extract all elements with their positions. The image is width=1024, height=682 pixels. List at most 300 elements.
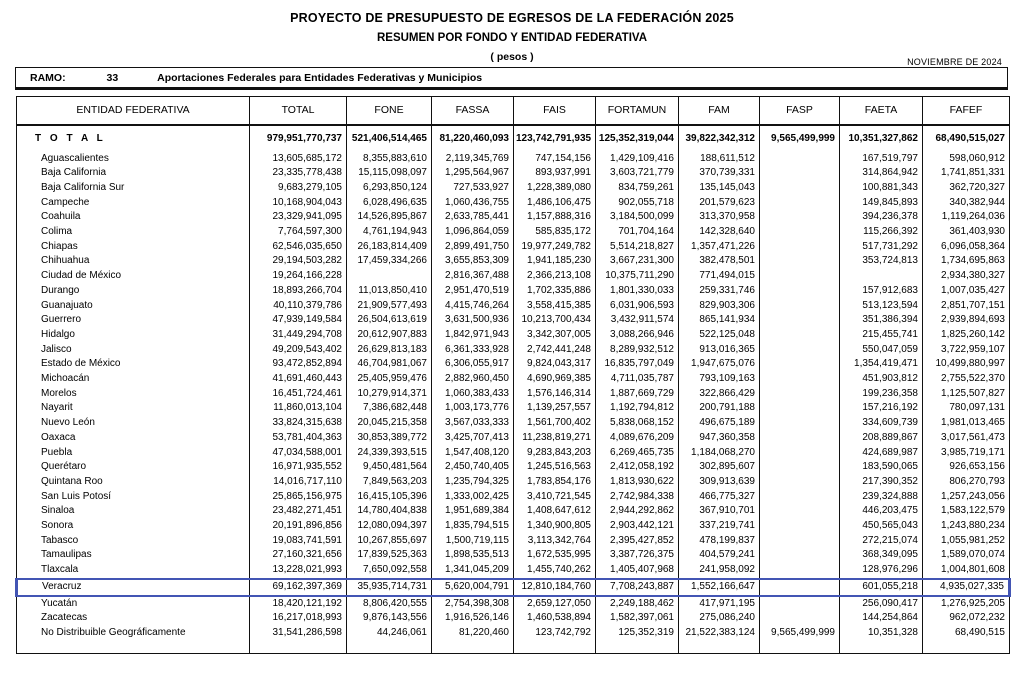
amount-cell: 806,270,793 — [923, 475, 1010, 490]
amount-cell: 41,691,460,443 — [250, 372, 347, 387]
amount-cell: 1,276,925,205 — [923, 596, 1010, 612]
amount-cell: 302,895,607 — [679, 460, 760, 475]
ramo-label: RAMO: — [30, 72, 66, 84]
table-row — [17, 225, 1010, 240]
entity-name: Estado de México — [17, 357, 250, 372]
amount-cell — [760, 152, 840, 167]
amount-cell: 6,269,465,735 — [596, 446, 679, 461]
amount-cell: 23,482,271,451 — [250, 504, 347, 519]
amount-cell: 53,781,404,363 — [250, 431, 347, 446]
amount-cell — [760, 313, 840, 328]
amount-cell: 5,514,218,827 — [596, 240, 679, 255]
amount-cell: 5,620,004,791 — [432, 579, 514, 596]
entity-name: Aguascalientes — [17, 152, 250, 167]
table-row — [17, 475, 1010, 490]
column-header: TOTAL — [250, 97, 347, 125]
amount-cell: 1,951,689,384 — [432, 504, 514, 519]
amount-cell: 865,141,934 — [679, 313, 760, 328]
amount-cell: 10,351,327,862 — [840, 125, 923, 152]
amount-cell: 39,822,342,312 — [679, 125, 760, 152]
amount-cell: 1,981,013,465 — [923, 416, 1010, 431]
amount-cell: 142,328,640 — [679, 225, 760, 240]
amount-cell: 9,450,481,564 — [347, 460, 432, 475]
amount-cell: 16,971,935,552 — [250, 460, 347, 475]
amount-cell: 23,329,941,095 — [250, 210, 347, 225]
entity-name: T O T A L — [17, 125, 250, 152]
amount-cell: 10,351,328 — [840, 626, 923, 641]
amount-cell: 1,842,971,943 — [432, 328, 514, 343]
amount-cell: 272,215,074 — [840, 534, 923, 549]
amount-cell: 3,567,033,333 — [432, 416, 514, 431]
amount-cell: 2,754,398,308 — [432, 596, 514, 612]
amount-cell: 23,335,778,438 — [250, 166, 347, 181]
amount-cell: 144,254,864 — [840, 611, 923, 626]
table-row — [17, 626, 1010, 641]
amount-cell: 100,881,343 — [840, 181, 923, 196]
amount-cell: 10,375,711,290 — [596, 269, 679, 284]
table-row — [17, 563, 1010, 579]
amount-cell: 522,125,048 — [679, 328, 760, 343]
table-row — [17, 343, 1010, 358]
entity-name: Sinaloa — [17, 504, 250, 519]
amount-cell: 2,939,894,693 — [923, 313, 1010, 328]
amount-cell — [760, 416, 840, 431]
amount-cell: 1,003,173,776 — [432, 401, 514, 416]
amount-cell: 3,432,911,574 — [596, 313, 679, 328]
table-row — [17, 284, 1010, 299]
amount-cell: 29,194,503,282 — [250, 254, 347, 269]
amount-cell: 4,089,676,209 — [596, 431, 679, 446]
amount-cell: 14,526,895,867 — [347, 210, 432, 225]
amount-cell: 1,354,419,471 — [840, 357, 923, 372]
entity-name: Chiapas — [17, 240, 250, 255]
amount-cell: 201,579,623 — [679, 196, 760, 211]
amount-cell: 1,734,695,863 — [923, 254, 1010, 269]
unit-label: ( pesos ) — [490, 51, 534, 63]
amount-cell: 16,217,018,993 — [250, 611, 347, 626]
amount-cell: 913,016,365 — [679, 343, 760, 358]
amount-cell: 7,386,682,448 — [347, 401, 432, 416]
amount-cell: 49,209,543,402 — [250, 343, 347, 358]
amount-cell — [760, 299, 840, 314]
amount-cell — [760, 357, 840, 372]
budget-table — [15, 96, 1011, 654]
amount-cell: 424,689,987 — [840, 446, 923, 461]
amount-cell: 353,724,813 — [840, 254, 923, 269]
amount-cell — [760, 611, 840, 626]
amount-cell: 1,455,740,262 — [514, 563, 596, 579]
amount-cell: 135,145,043 — [679, 181, 760, 196]
amount-cell: 26,629,813,183 — [347, 343, 432, 358]
amount-cell: 1,583,122,579 — [923, 504, 1010, 519]
amount-cell: 1,486,106,475 — [514, 196, 596, 211]
amount-cell: 12,080,094,397 — [347, 519, 432, 534]
amount-cell: 125,352,319 — [596, 626, 679, 641]
amount-cell: 275,086,240 — [679, 611, 760, 626]
amount-cell: 1,119,264,036 — [923, 210, 1010, 225]
amount-cell: 601,055,218 — [840, 579, 923, 596]
amount-cell: 979,951,770,737 — [250, 125, 347, 152]
column-header: FAETA — [840, 97, 923, 125]
amount-cell: 340,382,944 — [923, 196, 1010, 211]
entity-name: Campeche — [17, 196, 250, 211]
amount-cell: 47,034,588,001 — [250, 446, 347, 461]
empty-cell — [840, 641, 923, 654]
amount-cell: 701,704,164 — [596, 225, 679, 240]
table-bottom-spacer — [17, 641, 1010, 654]
amount-cell: 362,720,327 — [923, 181, 1010, 196]
entity-name: San Luis Potosí — [17, 490, 250, 505]
amount-cell: 1,060,436,755 — [432, 196, 514, 211]
amount-cell: 6,028,496,635 — [347, 196, 432, 211]
entity-name: Sonora — [17, 519, 250, 534]
amount-cell: 3,631,500,936 — [432, 313, 514, 328]
amount-cell: 9,283,843,203 — [514, 446, 596, 461]
amount-cell: 368,349,095 — [840, 548, 923, 563]
amount-cell: 727,533,927 — [432, 181, 514, 196]
entity-name: Colima — [17, 225, 250, 240]
amount-cell — [760, 254, 840, 269]
amount-cell: 834,759,261 — [596, 181, 679, 196]
amount-cell: 1,333,002,425 — [432, 490, 514, 505]
amount-cell: 1,429,109,416 — [596, 152, 679, 167]
entity-name: Guanajuato — [17, 299, 250, 314]
table-row — [17, 579, 1010, 596]
amount-cell: 404,579,241 — [679, 548, 760, 563]
amount-cell: 69,162,397,369 — [250, 579, 347, 596]
amount-cell: 3,410,721,545 — [514, 490, 596, 505]
table-row — [17, 504, 1010, 519]
entity-name: Durango — [17, 284, 250, 299]
amount-cell: 13,605,685,172 — [250, 152, 347, 167]
amount-cell: 3,603,721,779 — [596, 166, 679, 181]
amount-cell: 451,903,812 — [840, 372, 923, 387]
entity-name: Puebla — [17, 446, 250, 461]
amount-cell: 11,013,850,410 — [347, 284, 432, 299]
amount-cell: 2,944,292,862 — [596, 504, 679, 519]
column-header: ENTIDAD FEDERATIVA — [17, 97, 250, 125]
amount-cell: 19,977,249,782 — [514, 240, 596, 255]
amount-cell: 44,246,061 — [347, 626, 432, 641]
amount-cell: 361,403,930 — [923, 225, 1010, 240]
amount-cell: 125,352,319,044 — [596, 125, 679, 152]
amount-cell: 123,742,791,935 — [514, 125, 596, 152]
amount-cell: 26,504,613,619 — [347, 313, 432, 328]
amount-cell: 1,235,794,325 — [432, 475, 514, 490]
amount-cell: 200,791,188 — [679, 401, 760, 416]
table-row — [17, 240, 1010, 255]
amount-cell: 157,912,683 — [840, 284, 923, 299]
entity-name: Zacatecas — [17, 611, 250, 626]
amount-cell: 3,722,959,107 — [923, 343, 1010, 358]
amount-cell: 12,810,184,760 — [514, 579, 596, 596]
amount-cell — [760, 284, 840, 299]
ramo-number: 33 — [106, 72, 119, 84]
table-row — [17, 596, 1010, 612]
table-row — [17, 166, 1010, 181]
amount-cell — [760, 548, 840, 563]
amount-cell — [760, 563, 840, 579]
amount-cell: 1,060,383,433 — [432, 387, 514, 402]
amount-cell: 256,090,417 — [840, 596, 923, 612]
amount-cell — [760, 225, 840, 240]
amount-cell: 25,865,156,975 — [250, 490, 347, 505]
amount-cell: 1,835,794,515 — [432, 519, 514, 534]
amount-cell: 9,876,143,556 — [347, 611, 432, 626]
entity-name: Coahuila — [17, 210, 250, 225]
amount-cell: 3,985,719,171 — [923, 446, 1010, 461]
amount-cell: 128,976,296 — [840, 563, 923, 579]
empty-cell — [432, 641, 514, 654]
amount-cell: 17,459,334,266 — [347, 254, 432, 269]
amount-cell: 2,395,427,852 — [596, 534, 679, 549]
amount-cell: 2,851,707,151 — [923, 299, 1010, 314]
amount-cell: 2,899,491,750 — [432, 240, 514, 255]
table-row — [17, 416, 1010, 431]
amount-cell: 208,889,867 — [840, 431, 923, 446]
amount-cell: 1,125,507,827 — [923, 387, 1010, 402]
entity-name: Jalisco — [17, 343, 250, 358]
table-row — [17, 372, 1010, 387]
amount-cell: 1,813,930,622 — [596, 475, 679, 490]
amount-cell: 31,541,286,598 — [250, 626, 347, 641]
amount-cell: 3,667,231,300 — [596, 254, 679, 269]
entity-name: No Distribuible Geográficamente — [17, 626, 250, 641]
amount-cell: 1,357,471,226 — [679, 240, 760, 255]
table-row — [17, 254, 1010, 269]
amount-cell: 7,764,597,300 — [250, 225, 347, 240]
total-row — [17, 125, 1010, 152]
amount-cell: 239,324,888 — [840, 490, 923, 505]
amount-cell: 26,183,814,409 — [347, 240, 432, 255]
amount-cell — [760, 431, 840, 446]
amount-cell: 1,243,880,234 — [923, 519, 1010, 534]
amount-cell — [760, 343, 840, 358]
amount-cell: 334,609,739 — [840, 416, 923, 431]
amount-cell — [760, 519, 840, 534]
amount-cell: 1,582,397,061 — [596, 611, 679, 626]
amount-cell: 2,412,058,192 — [596, 460, 679, 475]
amount-cell: 1,947,675,076 — [679, 357, 760, 372]
amount-cell: 3,655,853,309 — [432, 254, 514, 269]
table-row — [17, 490, 1010, 505]
amount-cell: 1,672,535,995 — [514, 548, 596, 563]
amount-cell: 1,801,330,033 — [596, 284, 679, 299]
column-header: FAIS — [514, 97, 596, 125]
entity-name: Morelos — [17, 387, 250, 402]
amount-cell: 829,903,306 — [679, 299, 760, 314]
amount-cell: 313,370,958 — [679, 210, 760, 225]
entity-name: Oaxaca — [17, 431, 250, 446]
amount-cell: 40,110,379,786 — [250, 299, 347, 314]
table-row — [17, 328, 1010, 343]
amount-cell: 902,055,718 — [596, 196, 679, 211]
amount-cell: 13,228,021,993 — [250, 563, 347, 579]
amount-cell: 20,612,907,883 — [347, 328, 432, 343]
amount-cell: 6,306,055,917 — [432, 357, 514, 372]
amount-cell: 1,340,900,805 — [514, 519, 596, 534]
table-row — [17, 431, 1010, 446]
amount-cell: 793,109,163 — [679, 372, 760, 387]
amount-cell: 1,576,146,314 — [514, 387, 596, 402]
amount-cell: 3,387,726,375 — [596, 548, 679, 563]
amount-cell: 521,406,514,465 — [347, 125, 432, 152]
empty-cell — [250, 641, 347, 654]
amount-cell: 93,472,852,894 — [250, 357, 347, 372]
entity-name: Nayarit — [17, 401, 250, 416]
amount-cell: 2,659,127,050 — [514, 596, 596, 612]
amount-cell: 2,882,960,450 — [432, 372, 514, 387]
amount-cell: 1,257,243,056 — [923, 490, 1010, 505]
entity-name: Chihuahua — [17, 254, 250, 269]
entity-name: Hidalgo — [17, 328, 250, 343]
amount-cell: 14,780,404,838 — [347, 504, 432, 519]
amount-cell — [760, 475, 840, 490]
amount-cell: 2,119,345,769 — [432, 152, 514, 167]
amount-cell — [760, 446, 840, 461]
amount-cell: 893,937,991 — [514, 166, 596, 181]
entity-name: Quintana Roo — [17, 475, 250, 490]
entity-name: Yucatán — [17, 596, 250, 612]
table-row — [17, 446, 1010, 461]
amount-cell: 15,115,098,097 — [347, 166, 432, 181]
amount-cell: 598,060,912 — [923, 152, 1010, 167]
amount-cell: 1,405,407,968 — [596, 563, 679, 579]
amount-cell: 4,690,969,385 — [514, 372, 596, 387]
column-header: FASP — [760, 97, 840, 125]
amount-cell: 382,478,501 — [679, 254, 760, 269]
amount-cell: 20,191,896,856 — [250, 519, 347, 534]
amount-cell: 1,552,166,647 — [679, 579, 760, 596]
amount-cell: 9,824,043,317 — [514, 357, 596, 372]
column-header: FAM — [679, 97, 760, 125]
amount-cell: 466,775,327 — [679, 490, 760, 505]
amount-cell: 25,405,959,476 — [347, 372, 432, 387]
empty-cell — [514, 641, 596, 654]
amount-cell: 1,408,647,612 — [514, 504, 596, 519]
amount-cell — [760, 328, 840, 343]
column-header: FAFEF — [923, 97, 1010, 125]
amount-cell: 1,341,045,209 — [432, 563, 514, 579]
amount-cell: 19,083,741,591 — [250, 534, 347, 549]
amount-cell — [760, 504, 840, 519]
ramo-bar — [15, 67, 1008, 90]
amount-cell: 370,739,331 — [679, 166, 760, 181]
amount-cell: 7,849,563,203 — [347, 475, 432, 490]
amount-cell: 367,910,701 — [679, 504, 760, 519]
amount-cell: 33,824,315,638 — [250, 416, 347, 431]
amount-cell: 1,941,185,230 — [514, 254, 596, 269]
amount-cell: 1,157,888,316 — [514, 210, 596, 225]
amount-cell: 1,184,068,270 — [679, 446, 760, 461]
amount-cell: 6,096,058,364 — [923, 240, 1010, 255]
amount-cell: 10,499,880,997 — [923, 357, 1010, 372]
amount-cell: 18,420,121,192 — [250, 596, 347, 612]
amount-cell: 7,650,092,558 — [347, 563, 432, 579]
amount-cell — [760, 181, 840, 196]
amount-cell: 199,236,358 — [840, 387, 923, 402]
ramo-name: Aportaciones Federales para Entidades Federativas y Municipios — [157, 72, 483, 84]
amount-cell: 149,845,893 — [840, 196, 923, 211]
amount-cell — [760, 460, 840, 475]
amount-cell: 3,184,500,099 — [596, 210, 679, 225]
amount-cell: 18,893,266,704 — [250, 284, 347, 299]
amount-cell: 747,154,156 — [514, 152, 596, 167]
amount-cell: 11,860,013,104 — [250, 401, 347, 416]
amount-cell: 21,909,577,493 — [347, 299, 432, 314]
amount-cell: 8,806,420,555 — [347, 596, 432, 612]
amount-cell: 10,279,914,371 — [347, 387, 432, 402]
amount-cell: 81,220,460 — [432, 626, 514, 641]
amount-cell: 62,546,035,650 — [250, 240, 347, 255]
amount-cell: 446,203,475 — [840, 504, 923, 519]
amount-cell: 1,055,981,252 — [923, 534, 1010, 549]
amount-cell — [760, 166, 840, 181]
amount-cell: 27,160,321,656 — [250, 548, 347, 563]
table-row — [17, 548, 1010, 563]
amount-cell: 9,565,499,999 — [760, 626, 840, 641]
empty-cell — [679, 641, 760, 654]
amount-cell — [760, 240, 840, 255]
table-row — [17, 181, 1010, 196]
amount-cell: 183,590,065 — [840, 460, 923, 475]
amount-cell: 1,096,864,059 — [432, 225, 514, 240]
amount-cell: 16,451,724,461 — [250, 387, 347, 402]
amount-cell: 1,139,257,557 — [514, 401, 596, 416]
column-header: FONE — [347, 97, 432, 125]
amount-cell — [760, 596, 840, 612]
table-row — [17, 534, 1010, 549]
amount-cell: 8,355,883,610 — [347, 152, 432, 167]
amount-cell: 3,558,415,385 — [514, 299, 596, 314]
amount-cell: 47,939,149,584 — [250, 313, 347, 328]
empty-cell — [760, 641, 840, 654]
amount-cell — [760, 579, 840, 596]
amount-cell: 68,490,515 — [923, 626, 1010, 641]
table-row — [17, 611, 1010, 626]
entity-name: Ciudad de México — [17, 269, 250, 284]
amount-cell: 947,360,358 — [679, 431, 760, 446]
table-row — [17, 313, 1010, 328]
amount-cell — [760, 372, 840, 387]
amount-cell — [760, 269, 840, 284]
amount-cell: 68,490,515,027 — [923, 125, 1010, 152]
amount-cell: 1,898,535,513 — [432, 548, 514, 563]
empty-cell — [17, 641, 250, 654]
table-row — [17, 401, 1010, 416]
entity-name: Guerrero — [17, 313, 250, 328]
amount-cell: 1,825,260,142 — [923, 328, 1010, 343]
amount-cell: 4,415,746,264 — [432, 299, 514, 314]
table-row — [17, 387, 1010, 402]
amount-cell — [760, 534, 840, 549]
amount-cell: 3,425,707,413 — [432, 431, 514, 446]
amount-cell: 1,228,389,080 — [514, 181, 596, 196]
amount-cell: 2,450,740,405 — [432, 460, 514, 475]
amount-cell: 4,935,027,335 — [923, 579, 1010, 596]
amount-cell: 10,213,700,434 — [514, 313, 596, 328]
amount-cell: 394,236,378 — [840, 210, 923, 225]
amount-cell: 2,755,522,370 — [923, 372, 1010, 387]
amount-cell: 81,220,460,093 — [432, 125, 514, 152]
entity-name: Tlaxcala — [17, 563, 250, 579]
amount-cell: 1,004,801,608 — [923, 563, 1010, 579]
amount-cell: 417,971,195 — [679, 596, 760, 612]
amount-cell: 2,816,367,488 — [432, 269, 514, 284]
document-header — [0, 0, 1024, 63]
amount-cell: 1,741,851,331 — [923, 166, 1010, 181]
amount-cell: 19,264,166,228 — [250, 269, 347, 284]
